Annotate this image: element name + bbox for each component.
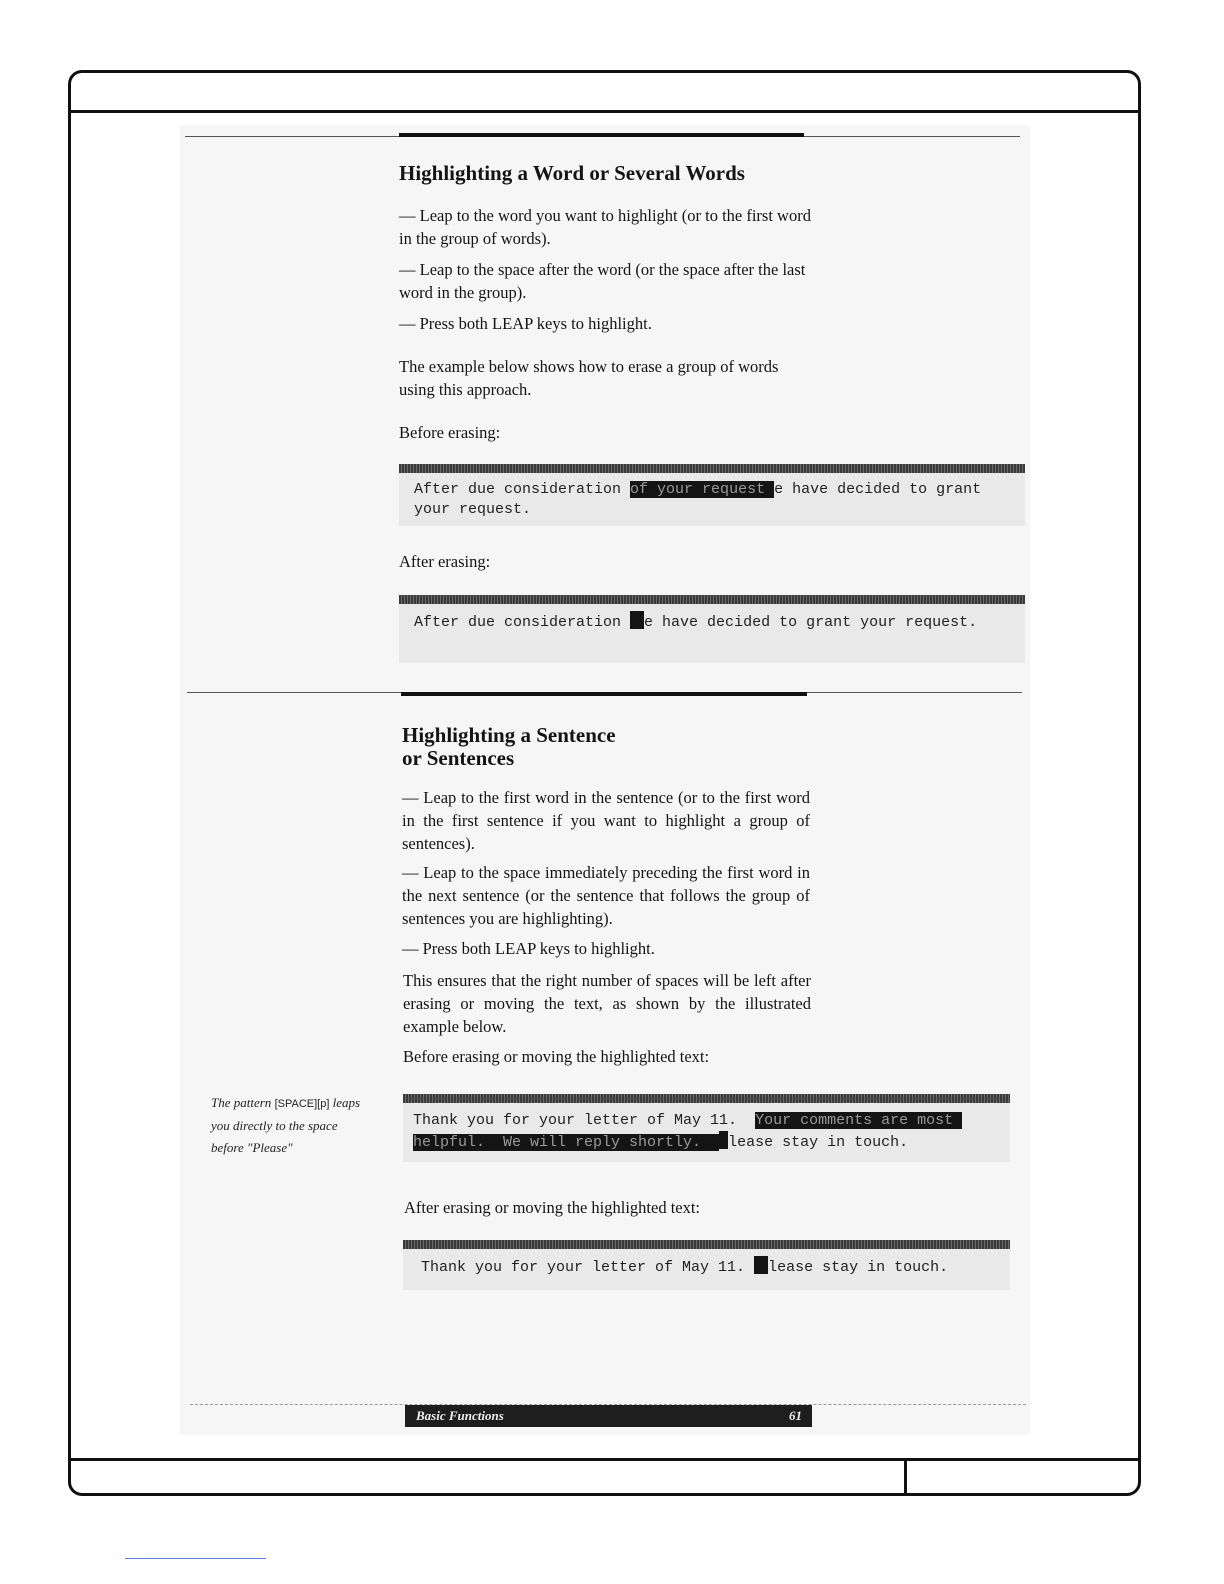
step-paragraph: — Leap to the word you want to highlight (or to the first word in the group of words).: [399, 206, 811, 248]
intro-paragraph: The example below shows how to erase a group of words using this approach.: [399, 357, 779, 399]
section-title: Highlighting a Word or Several Words: [399, 161, 745, 185]
screen-line: [413, 1131, 908, 1153]
screen-text: lease stay in touch.: [728, 1134, 909, 1151]
screen-line: [413, 1111, 962, 1131]
screen-text: e have decided to grant: [774, 481, 982, 498]
step-paragraph: — Leap to the space immediately preceding the first word in the next sentence (or the sentence that follows the group of sentences you are highlighting).: [402, 863, 810, 928]
after-label: After erasing:: [399, 552, 491, 571]
link-underline[interactable]: [125, 1558, 266, 1559]
cursor-block: [754, 1256, 768, 1274]
section-title-line: or Sentences: [402, 746, 515, 770]
screen-text: After due consideration: [414, 481, 631, 498]
screen-example-after: [399, 595, 1025, 663]
step-paragraph: — Leap to the space after the word (or the space after the last word in the group).: [399, 260, 806, 302]
screen-line: [421, 1256, 948, 1278]
highlighted-text: of your request: [630, 481, 775, 498]
step-paragraph: — Leap to the first word in the sentence (or to the first word in the first sentence if you want to highlight a group of sentences).: [402, 788, 810, 853]
screen-line: [414, 611, 977, 633]
step-paragraph: — Press both LEAP keys to highlight.: [399, 314, 652, 333]
section-rule-bold: [399, 133, 804, 137]
header-rule: [71, 110, 1138, 113]
screen-example-before: [399, 464, 1025, 526]
after-label: After erasing or moving the highlighted text:: [404, 1198, 701, 1217]
section-rule-bold: [401, 692, 807, 696]
screen-line: [414, 480, 981, 500]
screen-example-after: [403, 1240, 1010, 1290]
section-title: [402, 724, 817, 770]
step-paragraph: — Press both LEAP keys to highlight.: [402, 939, 655, 958]
screen-top-bar: [403, 1094, 1010, 1103]
screen-text: Thank you for your letter of May 11.: [421, 1259, 755, 1276]
screen-example-before: [403, 1094, 1010, 1162]
screen-line: your request.: [414, 501, 532, 518]
screen-top-bar: [403, 1240, 1010, 1249]
margin-note-text: leaps you directly to the space before "Please": [211, 1095, 361, 1155]
highlighted-text: helpful. We will reply shortly.: [413, 1134, 720, 1151]
screen-text: Thank you for your letter of May 11.: [413, 1112, 756, 1129]
footer-rule: [71, 1458, 1138, 1461]
screen-text: After due consideration: [414, 614, 631, 631]
screen-text: e have decided to grant your request.: [644, 614, 978, 631]
footer-section-name: Basic Functions: [416, 1408, 504, 1423]
page-footer: [405, 1405, 812, 1427]
footer-divider: [904, 1458, 907, 1493]
margin-note: [211, 1092, 361, 1159]
cursor-block: [630, 611, 644, 629]
section-title-line: Highlighting a Sentence: [402, 723, 616, 747]
margin-note-text: The pattern: [211, 1095, 275, 1110]
note-paragraph: This ensures that the right number of spaces will be left after erasing or moving the text, as shown by the illustrated example below.: [403, 971, 811, 1036]
key-pattern: [SPACE][p]: [274, 1098, 330, 1110]
cursor-block: [719, 1131, 728, 1149]
page-number: 61: [789, 1408, 802, 1423]
before-label: Before erasing or moving the highlighted text:: [403, 1047, 710, 1066]
screen-top-bar: [399, 595, 1025, 604]
screen-top-bar: [399, 464, 1025, 473]
before-label: Before erasing:: [399, 423, 501, 442]
highlighted-text: Your comments are most: [755, 1112, 963, 1129]
screen-text: lease stay in touch.: [768, 1259, 949, 1276]
